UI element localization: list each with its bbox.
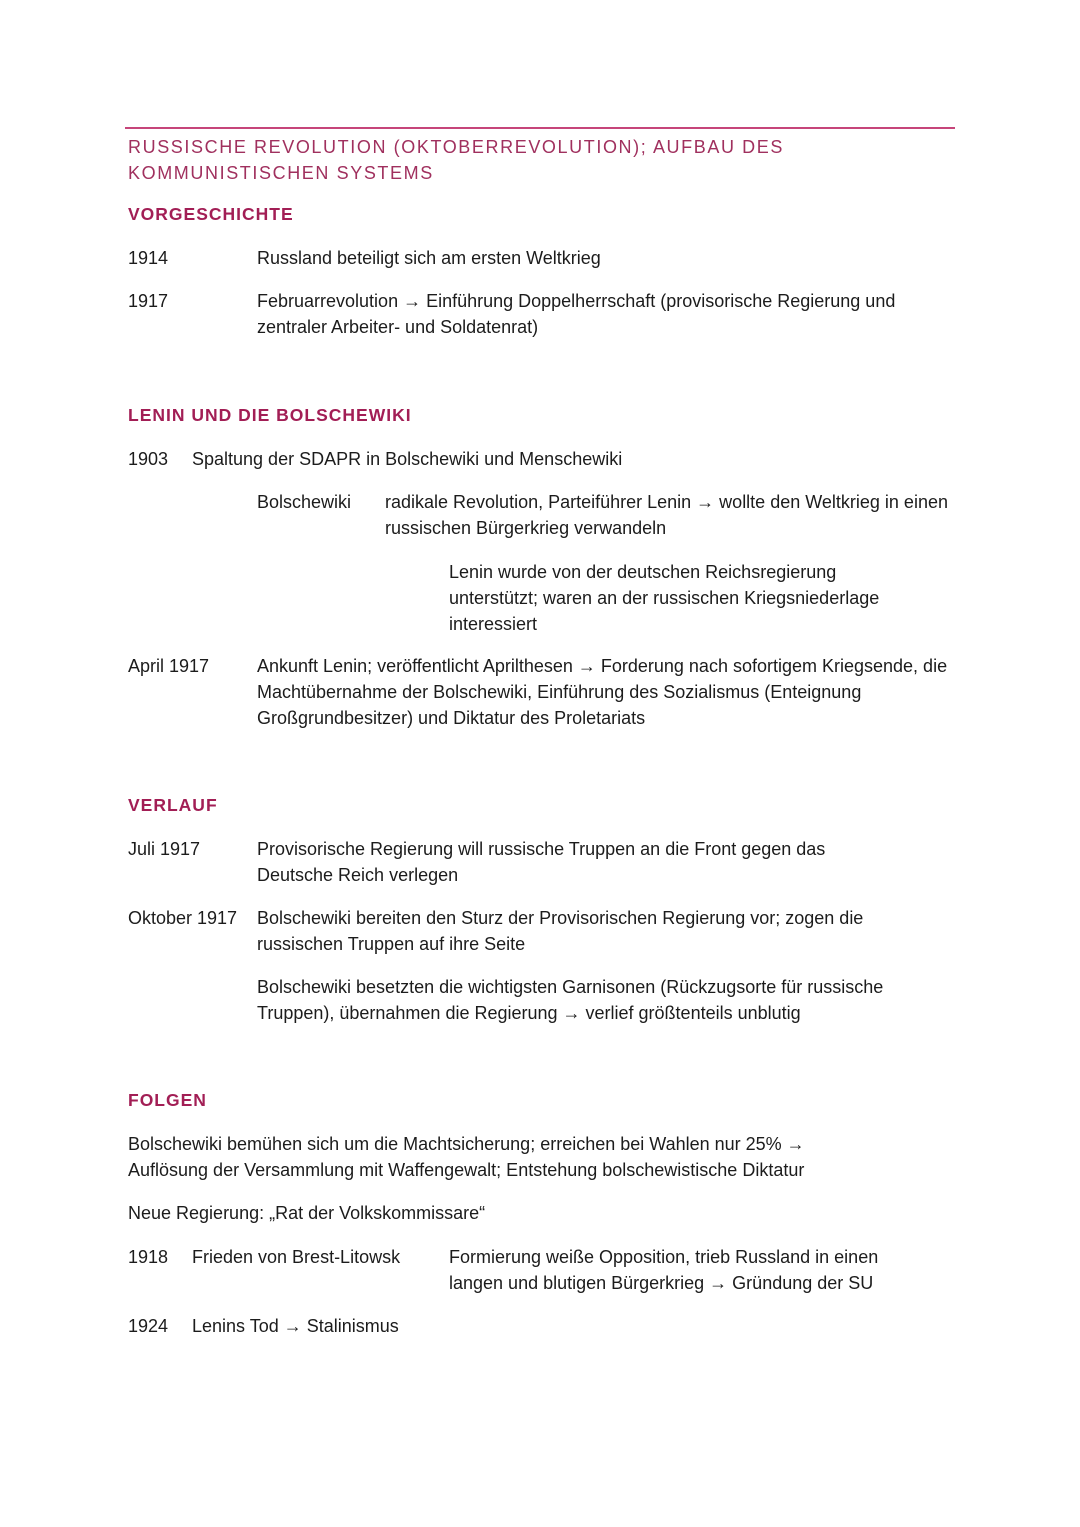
date-1917: 1917	[128, 291, 169, 311]
date-1903: 1903	[128, 449, 169, 469]
text-folgen-1: Bolschewiki bemühen sich um die Machtsicherung; erreichen bei Wahlen nur 25% → Auflösung der Versammlung mit Waffengewalt; Entstehung bolschewistische Diktatur	[128, 1134, 805, 1180]
text-lenin-support: Lenin wurde von der deutschen Reichsregierung unterstützt; waren an der russischen Kriegsniederlage interessiert	[449, 562, 880, 634]
date-1914: 1914	[128, 248, 169, 268]
text-neue-regierung: Neue Regierung: „Rat der Volkskommissare“	[128, 1203, 486, 1223]
text-1914: Russland beteiligt sich am ersten Weltkrieg	[257, 248, 601, 268]
text-1917: Februarrevolution → Einführung Doppelherrschaft (provisorische Regierung und zentraler Arbeiter- und Soldatenrat)	[257, 291, 896, 337]
text-juli-1917: Provisorische Regierung will russische Truppen an die Front gegen das Deutsche Reich verlegen	[257, 839, 826, 885]
event-1918: Frieden von Brest-Litowsk	[192, 1247, 401, 1267]
date-1918: 1918	[128, 1247, 169, 1267]
date-april-1917: April 1917	[128, 656, 210, 676]
date-oktober-1917: Oktober 1917	[128, 908, 238, 928]
event-1924: Lenins Tod → Stalinismus	[192, 1316, 399, 1336]
text-bolschewiki: radikale Revolution, Parteiführer Lenin → wollte den Weltkrieg in einen russischen Bürgerkrieg verwandeln	[385, 492, 948, 538]
label-bolschewiki: Bolschewiki	[257, 492, 352, 512]
date-juli-1917: Juli 1917	[128, 839, 201, 859]
heading-folgen: FOLGEN	[128, 1090, 207, 1110]
date-1924: 1924	[128, 1316, 169, 1336]
text-oktober-1917: Bolschewiki bereiten den Sturz der Provisorischen Regierung vor; zogen die russischen Truppen auf ihre Seite	[257, 908, 864, 954]
text-oktober-note: Bolschewiki besetzten die wichtigsten Garnisonen (Rückzugsorte für russische Truppen), übernahmen die Regierung → verlief größtenteils unblutig	[257, 977, 884, 1023]
heading-verlauf: VERLAUF	[128, 795, 218, 815]
title-rule	[125, 127, 955, 129]
page-title: RUSSISCHE REVOLUTION (OKTOBERREVOLUTION); AUFBAU DES KOMMUNISTISCHEN SYSTEMS	[128, 137, 784, 183]
text-1903: Spaltung der SDAPR in Bolschewiki und Menschewiki	[192, 449, 623, 469]
heading-vorgeschichte: VORGESCHICHTE	[128, 204, 294, 224]
heading-lenin: LENIN UND DIE BOLSCHEWIKI	[128, 405, 412, 425]
text-1918: Formierung weiße Opposition, trieb Russland in einen langen und blutigen Bürgerkrieg → Gründung der SU	[449, 1247, 879, 1293]
text-april-1917: Ankunft Lenin; veröffentlicht Aprilthesen → Forderung nach sofortigem Kriegsende, die Machtübernahme der Bolschewiki, Einführung des Sozialismus (Enteignung Großgrundbesitzer) und Diktatur des Proletariats	[257, 656, 948, 728]
